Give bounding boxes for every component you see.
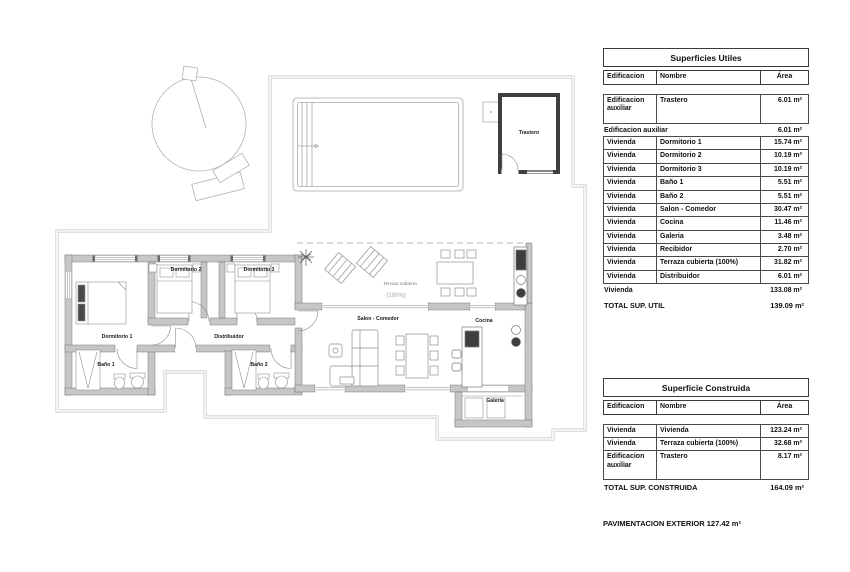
table-row: Vivienda Salon - Comedor 30.47 m² bbox=[603, 203, 809, 217]
dining-table bbox=[396, 334, 438, 378]
parasol bbox=[152, 66, 246, 171]
terrace-table bbox=[437, 250, 476, 296]
bedroom1-bed bbox=[76, 282, 126, 324]
label-trastero: Trastero bbox=[518, 130, 540, 136]
label-bano-1: Baño 1 bbox=[97, 362, 115, 368]
col-header-area: Área bbox=[760, 71, 808, 83]
table-row: Vivienda Dormitorio 3 10.19 m² bbox=[603, 163, 809, 177]
table-row: Vivienda Dormitorio 2 10.19 m² bbox=[603, 149, 809, 163]
sofa bbox=[329, 330, 378, 386]
terrace-lounge-chairs bbox=[325, 247, 388, 284]
swimming-pool bbox=[293, 98, 463, 191]
col-header-area: Área bbox=[760, 401, 808, 413]
table-row: Vivienda Galeria 3.48 m² bbox=[603, 230, 809, 244]
pavimentacion-exterior-note: PAVIMENTACION EXTERIOR 127.42 m² bbox=[603, 519, 741, 528]
table-row: Vivienda Terraza cubierta (100%) 31.82 m² bbox=[603, 256, 809, 270]
table-row: Vivienda Distribuidor 6.01 m² bbox=[603, 270, 809, 284]
label-dormitorio-1: Dormitorio 1 bbox=[101, 334, 133, 340]
label-terraza-cubierta: Terraza cubierta bbox=[383, 281, 417, 286]
col-header-nombre: Nombre bbox=[656, 401, 760, 413]
table-row: Vivienda Baño 1 5.51 m² bbox=[603, 176, 809, 190]
label-bano-2: Baño 2 bbox=[250, 362, 268, 368]
table-row: Vivienda Cocina 11.46 m² bbox=[603, 216, 809, 230]
table-column-headers bbox=[603, 400, 809, 414]
bathroom1-fixtures bbox=[76, 350, 145, 390]
label-dormitorio-3: Dormitorio 3 bbox=[243, 267, 275, 273]
label-cocina: Cocina bbox=[475, 318, 493, 324]
subtotal-row: Edificacion auxiliar 6.01 m² bbox=[604, 126, 802, 134]
kitchen-appliances bbox=[512, 326, 521, 347]
subtotal-row: Vivienda 133.08 m² bbox=[604, 287, 802, 295]
table-row: Vivienda Vivienda 123.24 m² bbox=[603, 424, 809, 438]
label-galeria: Galeria bbox=[486, 398, 504, 404]
table-superficie-construida bbox=[603, 378, 809, 495]
bathroom2-fixtures bbox=[232, 350, 289, 390]
col-header-nombre: Nombre bbox=[656, 71, 760, 83]
table-superficies-utiles bbox=[603, 48, 809, 313]
table-row: Vivienda Recibidor 2.70 m² bbox=[603, 243, 809, 257]
total-row: TOTAL SUP. UTIL 139.09 m² bbox=[604, 300, 804, 310]
table-row: Edificacion auxiliar Trastero 8.17 m² bbox=[603, 450, 809, 480]
total-row: TOTAL SUP. CONSTRUIDA 164.09 m² bbox=[604, 483, 804, 493]
kitchen-island bbox=[452, 327, 482, 387]
col-header-edificacion: Edificacion bbox=[607, 73, 645, 81]
label-distribuidor: Distribuidor bbox=[214, 334, 244, 340]
label-dormitorio-2: Dormitorio 2 bbox=[170, 267, 202, 273]
table-row: Vivienda Baño 2 5.51 m² bbox=[603, 190, 809, 204]
bbq-counter bbox=[514, 247, 527, 305]
table-row: Vivienda Terraza cubierta (100%) 32.68 m² bbox=[603, 437, 809, 451]
col-header-edificacion: Edificacion bbox=[607, 403, 645, 411]
table-title: Superficies Utiles bbox=[603, 48, 809, 67]
sunbeds bbox=[192, 153, 249, 201]
table-row: Edificacion auxiliar Trastero 6.01 m² bbox=[603, 94, 809, 124]
table-column-headers bbox=[603, 70, 809, 84]
label-terraza-pct: (100%) bbox=[386, 293, 406, 299]
label-salon-comedor: Salon - Comedor bbox=[357, 316, 399, 322]
table-title: Superficie Construida bbox=[603, 378, 809, 397]
table-row: Vivienda Dormitorio 1 15.74 m² bbox=[603, 136, 809, 150]
